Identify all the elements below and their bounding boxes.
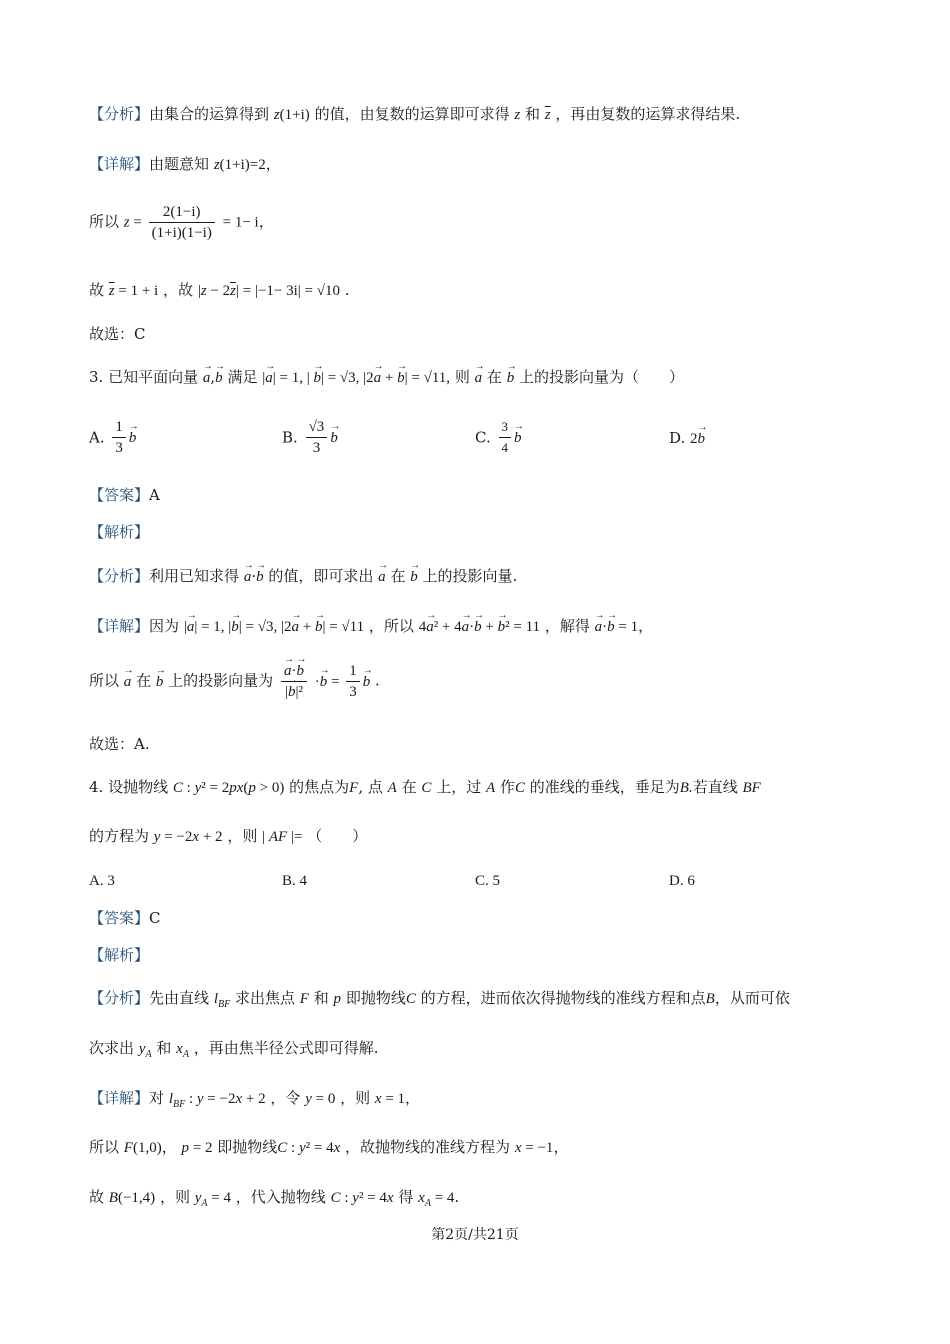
detail-3: 【详解】因为 |→ a| = 1, |→ b| = √3, |2→ a + → b| = √11 ，所以 4→ a² + 4→ a·→ b + → b² = 11 ，解得 → a·→ b = 1， [89,616,653,637]
detail-4-line-1: 【详解】对 $l_{BF}$ : y = −2x + 2 ，令 y = 0 ，则 x = 1， [89,1089,421,1110]
q4-option-a: A. 3 [89,873,115,889]
explanation-4-heading: 【解析】 [89,946,150,964]
tag-analysis: 【分析】 [89,105,150,123]
choice-3: 故选：A. [89,735,150,753]
page-footer: 第2页/共21页 [431,1227,519,1243]
q3-option-b: B. $\frac{√3}{3}$ → b [282,418,338,457]
detail-line-2: 所以 z = $\frac{2(1-i)}{(1+i)(1-i)}$ = 1− i， [89,204,274,241]
analysis-4-line-1: 【分析】先由直线 $l_{BF}$ 求出焦点 F 和 p 即抛物线C 的方程，进而依次得抛物线的准线方程和点B，从而可依 [89,989,790,1010]
answer-3: 【答案】A [89,486,160,504]
question-3: 3. 已知平面向量 → a,→ b 满足 |→ a| = 1, | → b| = √3, |2→ a + → b| = √11, 则 → a 在 → b 上的投影向量为（ ） [89,367,684,388]
detail-3-projection: 所以 → a 在 → b 上的投影向量为 → $\frac{a\cdot\to b}{\text{|→ b|²}}$ ·→ b = $\frac{1}{3}$ → b . [89,662,380,701]
q4-option-d: D. 6 [669,873,695,889]
explanation-3-heading: 【解析】 [89,523,150,541]
tag-detail: 【详解】 [89,155,150,173]
analysis-4-line-2: 次求出 $y_A$ 和 $x_A$ ，再由焦半径公式即可得解. [89,1039,379,1060]
detail-4-line-3: 故 B(−1,4) ，则 $y_A = 4$ ，代入抛物线 C : y² = 4x 得 $x_A = 4$. [89,1188,460,1209]
q4-option-c: C. 5 [475,873,501,889]
detail-4-line-2: 所以 F(1,0)， p = 2 即抛物线C : y² = 4x ，故抛物线的准线方程为 x = −1， [89,1138,569,1156]
q3-option-c: C. $\frac{3}{4}$ → b [475,418,522,457]
q4-option-b: B. 4 [282,873,308,889]
question-4-line-1: 4. 设抛物线 C : y² = 2px(p > 0) 的焦点为F, 点 A 在 C 上，过 A 作C 的准线的垂线，垂足为B.若直线 BF [89,778,761,796]
detail-line-1: 【详解】由题意知 z(1+i)=2， [89,155,281,173]
q3-option-d: D. 2→ b [669,428,705,449]
choice-line: 故选：C [89,325,146,343]
analysis-3: 【分析】利用已知求得 → a·→ b 的值，即可求出 → a 在 → b 上的投影向量. [89,566,517,587]
q3-option-a: A. $\frac{1}{3}$ → b [89,418,136,457]
fraction: $\frac{2(1-i)}{(1+i)(1-i)}$ [149,203,215,242]
answer-4: 【答案】C [89,909,161,927]
detail-line-3: 故 $\overline{z} = 1 + i$ ，故 $|z - 2\overline{z}| = |-1- 3i| = √10$ . [89,281,350,299]
question-4-line-2: 的方程为 y = −2x + 2 ，则 | AF |= （ ） [89,827,368,845]
analysis-line-1: 【分析】由集合的运算得到 z(1+i) 的值，由复数的运算即可求得 z 和 $\overline{z}$ ，再由复数的运算求得结果. [89,105,741,123]
